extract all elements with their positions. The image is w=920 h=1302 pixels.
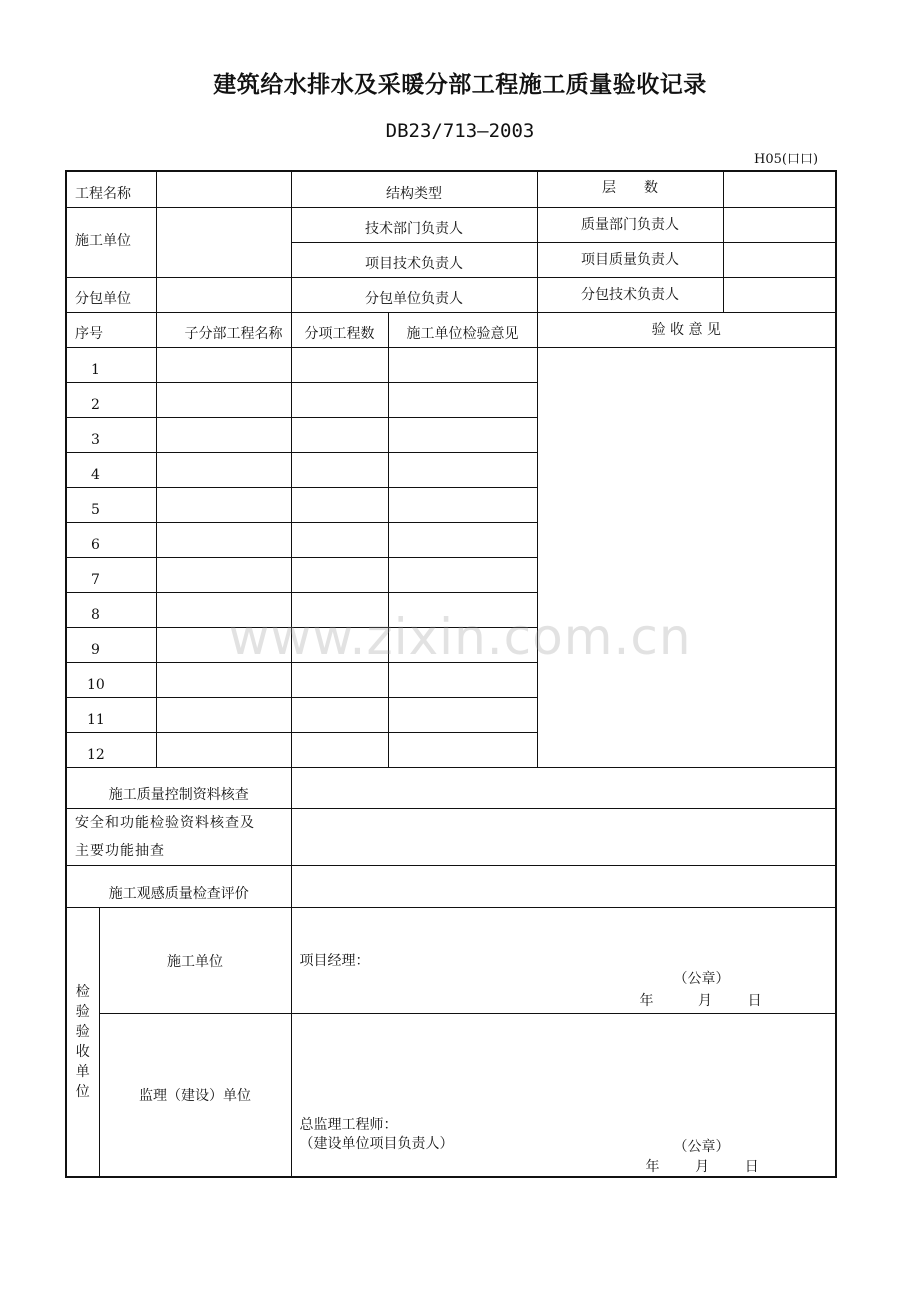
- supervision-date-line: [646, 1156, 759, 1176]
- day-label: 日: [744, 1159, 759, 1176]
- item-count-cell[interactable]: [291, 487, 388, 522]
- appearance-check-label: 施工观感质量检查评价: [66, 866, 291, 908]
- supervision-unit-sign-label: 监理（建设）单位: [99, 1014, 291, 1177]
- project-manager-label: 项目经理：: [299, 953, 370, 970]
- sub-name-cell[interactable]: [156, 347, 291, 382]
- acceptance-opinion-cell[interactable]: [537, 347, 836, 767]
- sub-name-cell[interactable]: [156, 733, 291, 768]
- row-number: 7: [66, 557, 156, 592]
- row-number: 9: [66, 627, 156, 662]
- appearance-check-field[interactable]: [291, 866, 836, 908]
- inspection-cell[interactable]: [388, 662, 537, 697]
- construction-unit-sign-label: 施工单位: [99, 908, 291, 1014]
- standard-number: DB23/713—2003: [385, 120, 535, 142]
- construction-unit-field[interactable]: [156, 207, 291, 277]
- chief-supervisor-block: [300, 1116, 454, 1154]
- item-count-cell[interactable]: [291, 522, 388, 557]
- subcontractor-field[interactable]: [156, 277, 291, 312]
- subcontractor-head-label: 分包单位负责人: [291, 277, 537, 312]
- sub-name-cell[interactable]: [156, 452, 291, 487]
- supervision-seal-label: （公章）: [673, 1139, 730, 1156]
- row-number: 6: [66, 522, 156, 557]
- group-char: 验: [75, 1024, 90, 1041]
- inspection-cell[interactable]: [388, 382, 537, 417]
- structure-type-label: 结构类型: [291, 171, 537, 207]
- item-count-cell[interactable]: [291, 592, 388, 627]
- item-count-cell[interactable]: [291, 662, 388, 697]
- supervision-unit-sign-area[interactable]: [291, 1014, 836, 1177]
- sub-name-cell[interactable]: [156, 417, 291, 452]
- floors-field[interactable]: [723, 171, 836, 207]
- group-char: 验: [75, 1004, 90, 1021]
- subcontractor-label: 分包单位: [66, 277, 156, 312]
- inspection-cell[interactable]: [388, 557, 537, 592]
- col-seq: 序号: [66, 312, 156, 347]
- document-title: 建筑给水排水及采暖分部工程施工质量验收记录: [213, 72, 707, 98]
- sub-name-cell[interactable]: [156, 627, 291, 662]
- sub-name-cell[interactable]: [156, 662, 291, 697]
- group-char: 检: [75, 984, 90, 1001]
- acceptance-units-group-label: [66, 908, 99, 1177]
- project-quality-head-label: 项目质量负责人: [537, 242, 723, 277]
- acceptance-form-table: [65, 170, 837, 1178]
- inspection-cell[interactable]: [388, 487, 537, 522]
- inspection-cell[interactable]: [388, 347, 537, 382]
- group-char: 位: [75, 1084, 90, 1101]
- subcontractor-tech-head-field[interactable]: [723, 277, 836, 312]
- inspection-cell[interactable]: [388, 697, 537, 732]
- tech-dept-head-label: 技术部门负责人: [291, 207, 537, 242]
- project-name-label: 工程名称: [66, 171, 156, 207]
- inspection-cell[interactable]: [388, 733, 537, 768]
- month-label: 月: [698, 993, 713, 1010]
- group-char: 单: [75, 1064, 90, 1081]
- year-label: 年: [645, 1159, 660, 1176]
- project-name-field[interactable]: [156, 171, 291, 207]
- inspection-cell[interactable]: [388, 627, 537, 662]
- table-row: [66, 347, 836, 382]
- inspection-cell[interactable]: [388, 417, 537, 452]
- col-acceptance: 验 收 意 见: [537, 312, 836, 347]
- safety-function-line2: 主要功能抽查: [75, 843, 165, 860]
- construction-date-line: [640, 990, 762, 1010]
- sub-name-cell[interactable]: [156, 382, 291, 417]
- month-label: 月: [695, 1159, 710, 1176]
- item-count-cell[interactable]: [291, 557, 388, 592]
- sub-name-cell[interactable]: [156, 487, 291, 522]
- row-number: 11: [66, 697, 156, 732]
- item-count-cell[interactable]: [291, 733, 388, 768]
- item-count-cell[interactable]: [291, 382, 388, 417]
- project-tech-head-label: 项目技术负责人: [291, 242, 537, 277]
- row-number: 8: [66, 592, 156, 627]
- sub-name-cell[interactable]: [156, 557, 291, 592]
- row-number: 4: [66, 452, 156, 487]
- owner-rep-label: （建设单位项目负责人）: [299, 1136, 454, 1153]
- quality-control-check-label: 施工质量控制资料核查: [66, 768, 291, 809]
- row-number: 12: [66, 733, 156, 768]
- day-label: 日: [747, 993, 762, 1010]
- col-item-count: 分项工程数: [291, 312, 388, 347]
- floors-label: 层 数: [537, 171, 723, 207]
- safety-function-check-label: [66, 809, 291, 866]
- col-inspection: 施工单位检验意见: [388, 312, 537, 347]
- item-count-cell[interactable]: [291, 452, 388, 487]
- item-count-cell[interactable]: [291, 627, 388, 662]
- row-number: 2: [66, 382, 156, 417]
- safety-function-line1: 安全和功能检验资料核查及: [75, 815, 255, 832]
- row-number: 1: [66, 347, 156, 382]
- inspection-cell[interactable]: [388, 592, 537, 627]
- item-count-cell[interactable]: [291, 347, 388, 382]
- safety-function-check-field[interactable]: [291, 809, 836, 866]
- inspection-cell[interactable]: [388, 452, 537, 487]
- subcontractor-tech-head-label: 分包技术负责人: [537, 277, 723, 312]
- sub-name-cell[interactable]: [156, 697, 291, 732]
- row-number: 3: [66, 417, 156, 452]
- project-quality-head-field[interactable]: [723, 242, 836, 277]
- watermark: www.zixin.com.cn: [228, 608, 692, 666]
- year-label: 年: [639, 993, 654, 1010]
- sub-name-cell[interactable]: [156, 592, 291, 627]
- quality-dept-head-field[interactable]: [723, 207, 836, 242]
- quality-control-check-field[interactable]: [291, 768, 836, 809]
- row-number: 5: [66, 487, 156, 522]
- inspection-cell[interactable]: [388, 522, 537, 557]
- sub-name-cell[interactable]: [156, 522, 291, 557]
- chief-supervisor-label: 总监理工程师：: [299, 1117, 398, 1134]
- construction-unit-label: 施工单位: [66, 207, 156, 277]
- construction-unit-sign-area[interactable]: [291, 908, 836, 1014]
- row-number: 10: [66, 662, 156, 697]
- item-count-cell[interactable]: [291, 697, 388, 732]
- form-code: H05(口口): [754, 152, 819, 167]
- quality-dept-head-label: 质量部门负责人: [537, 207, 723, 242]
- group-char: 收: [75, 1044, 90, 1061]
- item-count-cell[interactable]: [291, 417, 388, 452]
- construction-seal-label: （公章）: [673, 971, 730, 988]
- col-sub-name: 子分部工程名称: [156, 312, 291, 347]
